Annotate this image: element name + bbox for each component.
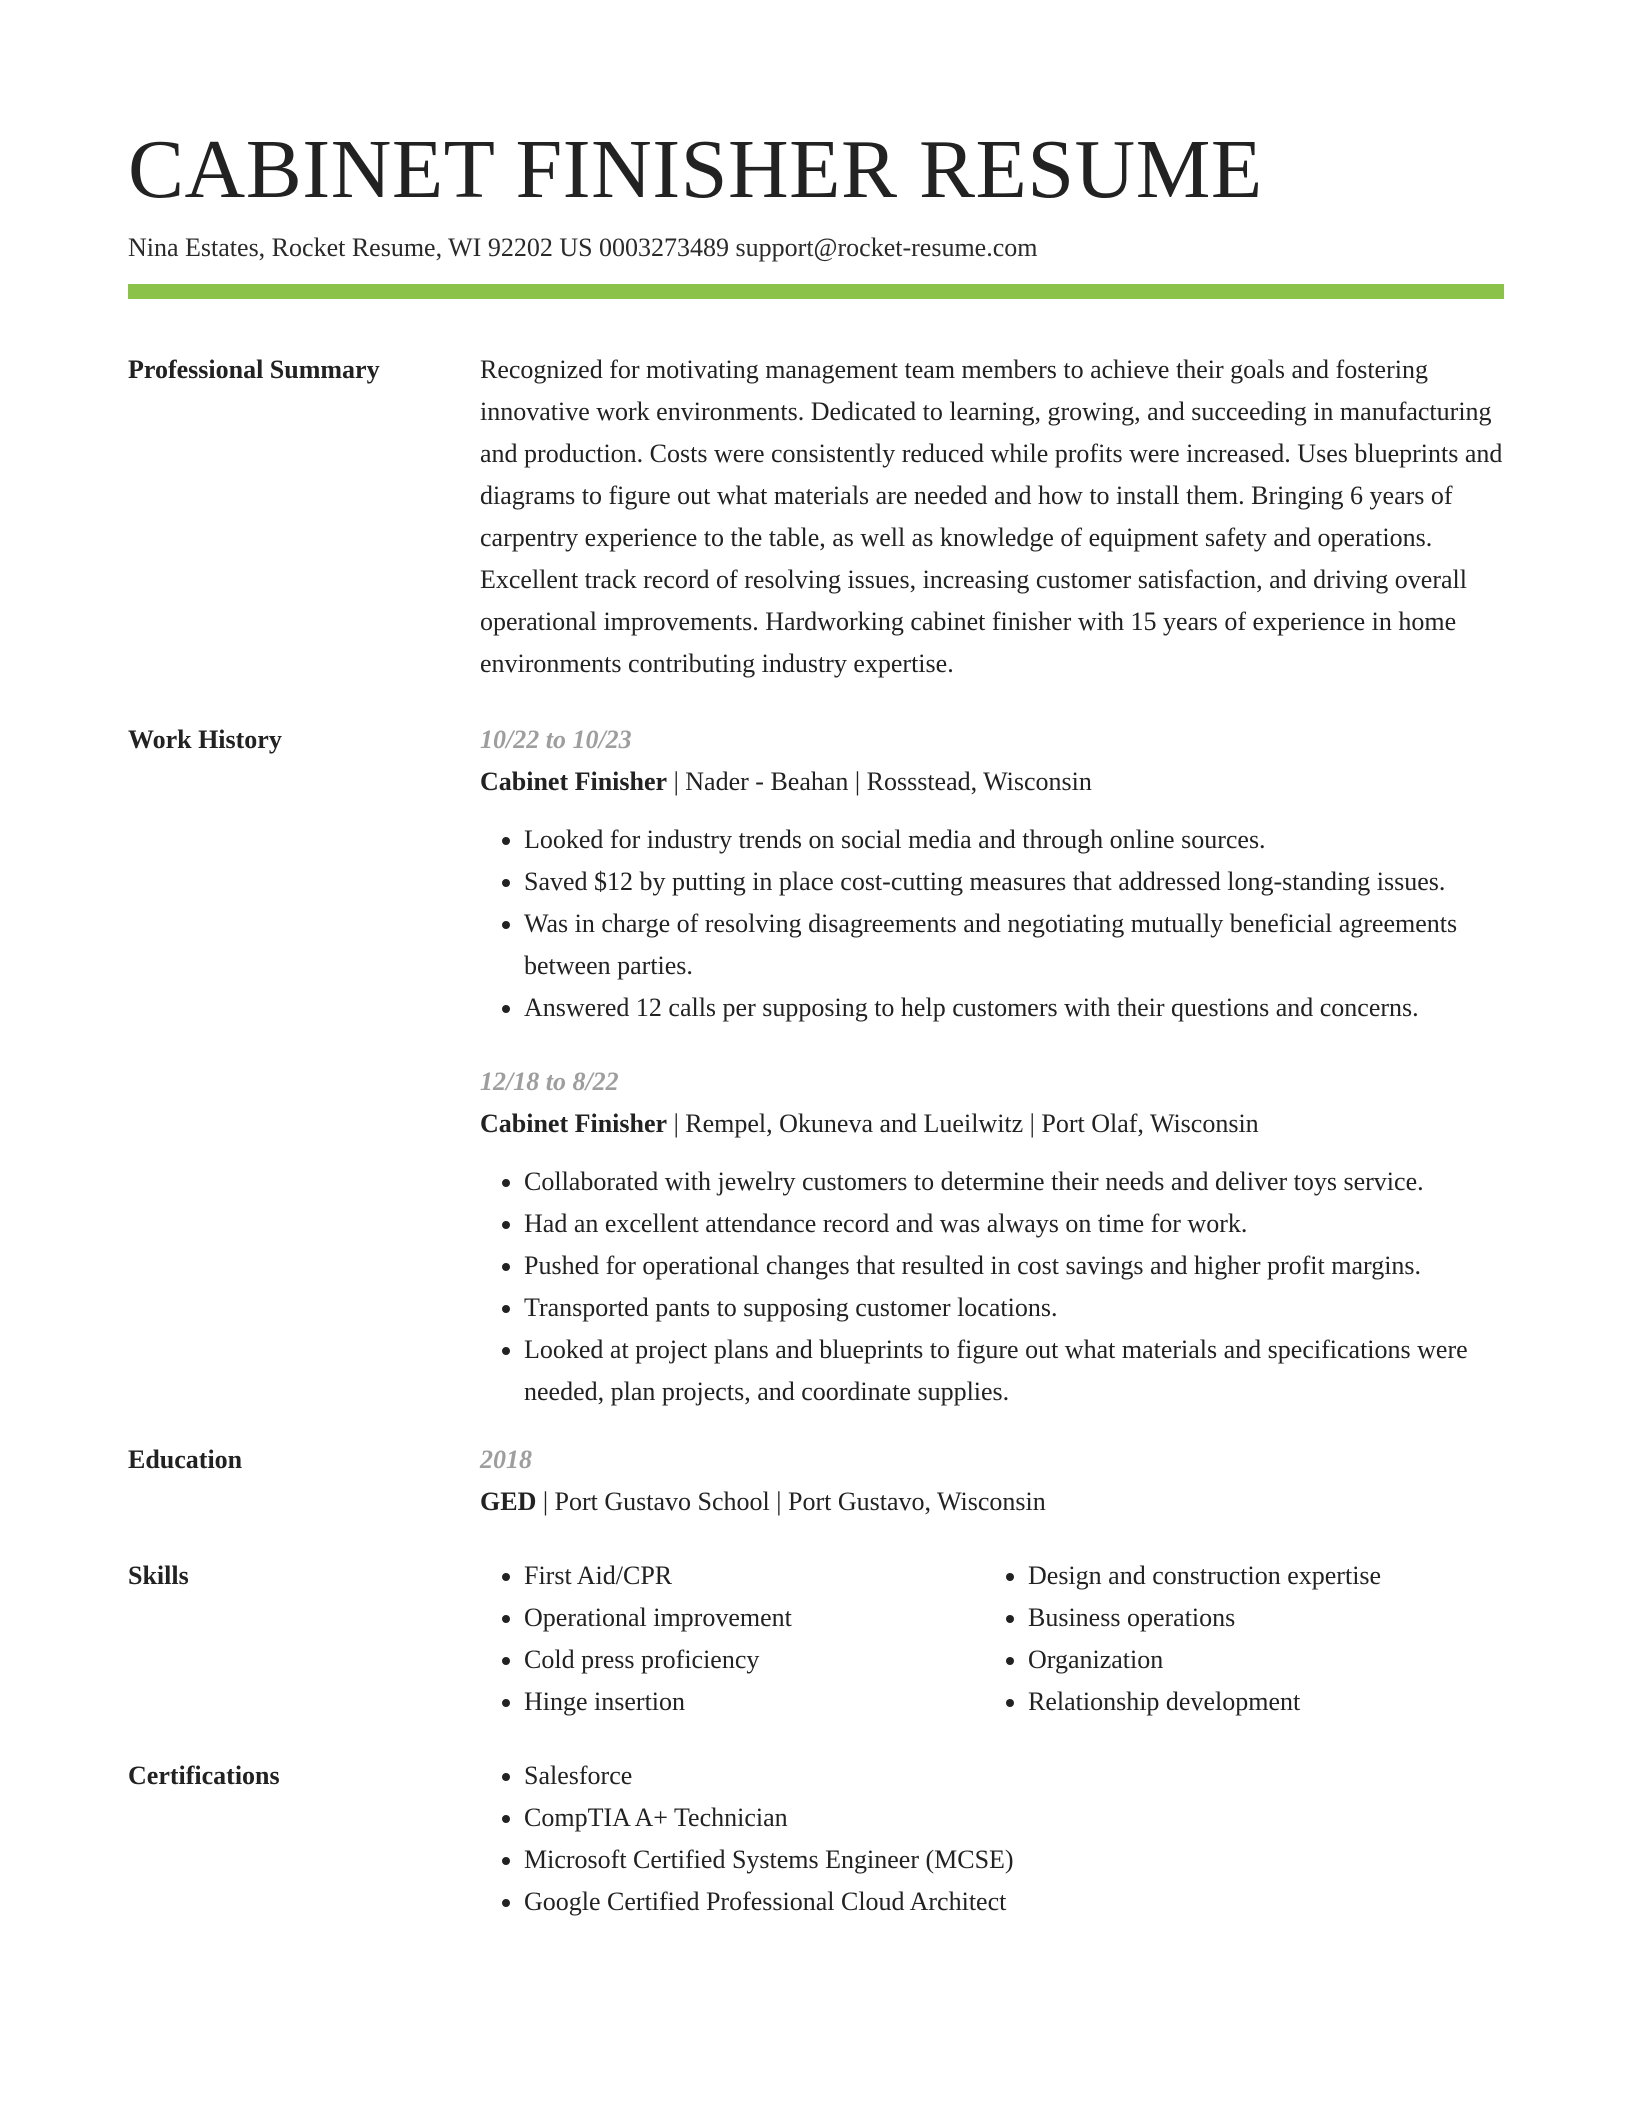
list-item: • Relationship development xyxy=(1028,1681,1488,1723)
school-location: | Port Gustavo School | Port Gustavo, Wisconsin xyxy=(536,1487,1046,1516)
list-item: • Pushed for operational changes that resulted in cost savings and higher profit margins. xyxy=(524,1245,1504,1287)
job-employer-location: | Rempel, Okuneva and Lueilwitz | Port Olaf, Wisconsin xyxy=(667,1109,1259,1138)
list-item: • CompTIA A+ Technician xyxy=(524,1797,1504,1839)
list-item: • Looked for industry trends on social media and through online sources. xyxy=(524,819,1504,861)
job-bullet-list xyxy=(480,1161,1504,1413)
section-label-work: Work History xyxy=(128,725,282,754)
job-bullet-list xyxy=(480,819,1504,1029)
list-item: • Business operations xyxy=(1028,1597,1488,1639)
list-item: • Design and construction expertise xyxy=(1028,1555,1488,1597)
certifications-list xyxy=(480,1755,1504,1923)
list-item: • Saved $12 by putting in place cost-cutting measures that addressed long-standing issues. xyxy=(524,861,1504,903)
list-item: • Organization xyxy=(1028,1639,1488,1681)
job-heading xyxy=(480,761,1504,803)
list-item: • First Aid/CPR xyxy=(524,1555,984,1597)
education-year: 2018 xyxy=(480,1445,532,1474)
job-entry xyxy=(480,1061,1504,1413)
list-item: • Answered 12 calls per supposing to help customers with their questions and concerns. xyxy=(524,987,1504,1029)
work-history-body xyxy=(480,719,1504,1413)
section-label-certifications: Certifications xyxy=(128,1761,280,1790)
resume-title: CABINET FINISHER RESUME xyxy=(128,123,1263,216)
work-history-section xyxy=(128,685,1504,1413)
education-body xyxy=(480,1439,1504,1523)
certifications-section xyxy=(128,1723,1504,1923)
list-item: • Microsoft Certified Systems Engineer (MCSE) xyxy=(524,1839,1504,1881)
list-item: • Google Certified Professional Cloud Architect xyxy=(524,1881,1504,1923)
skills-section xyxy=(128,1523,1504,1723)
list-item: • Transported pants to supposing customer locations. xyxy=(524,1287,1504,1329)
skills-list-right xyxy=(984,1555,1488,1723)
list-item: • Looked at project plans and blueprints to figure out what materials and specifications were needed, plan projects, and coordinate supplies. xyxy=(524,1329,1504,1413)
job-dates: 10/22 to 10/23 xyxy=(480,725,632,754)
list-item: • Had an excellent attendance record and was always on time for work. xyxy=(524,1203,1504,1245)
job-heading xyxy=(480,1103,1504,1145)
section-label-skills: Skills xyxy=(128,1561,189,1590)
header-divider xyxy=(128,284,1504,299)
list-item: • Salesforce xyxy=(524,1755,1504,1797)
job-dates: 12/18 to 8/22 xyxy=(480,1067,619,1096)
skills-body xyxy=(480,1555,1504,1723)
job-title: Cabinet Finisher xyxy=(480,1109,668,1138)
list-item: • Cold press proficiency xyxy=(524,1639,984,1681)
professional-summary-section xyxy=(128,299,1504,685)
job-entry xyxy=(480,719,1504,1029)
summary-text: Recognized for motivating management team members to achieve their goals and fostering innovative work environments. Dedicated to learning, growing, and succeeding in manufacturing and production. Costs were consistently reduced while profits were increased. Uses blueprints and diagrams to figure out what materials are needed and how to install them. Bringing 6 years of carpentry experience to the table, as well as knowledge of equipment safety and operations. Excellent track record of resolving issues, increasing customer satisfaction, and driving overall operational improvements. Hardworking cabinet finisher with 15 years of experience in home environments contributing industry expertise. xyxy=(480,355,1503,678)
skills-columns xyxy=(480,1555,1504,1723)
section-label-summary: Professional Summary xyxy=(128,355,380,384)
degree-name: GED xyxy=(480,1487,537,1516)
job-employer-location: | Nader - Beahan | Rossstead, Wisconsin xyxy=(667,767,1092,796)
list-item: • Collaborated with jewelry customers to determine their needs and deliver toys service. xyxy=(524,1161,1504,1203)
education-section xyxy=(128,1413,1504,1523)
section-label-education: Education xyxy=(128,1445,243,1474)
education-heading xyxy=(480,1481,1504,1523)
list-item: • Operational improvement xyxy=(524,1597,984,1639)
list-item: • Was in charge of resolving disagreements and negotiating mutually beneficial agreements between parties. xyxy=(524,903,1504,987)
resume-page xyxy=(128,120,1504,1923)
skills-list-left xyxy=(480,1555,984,1723)
list-item: • Hinge insertion xyxy=(524,1681,984,1723)
job-title: Cabinet Finisher xyxy=(480,767,668,796)
contact-info: Nina Estates, Rocket Resume, WI 92202 US 0003273489 support@rocket-resume.com xyxy=(128,233,1038,262)
certifications-body xyxy=(480,1755,1504,1923)
